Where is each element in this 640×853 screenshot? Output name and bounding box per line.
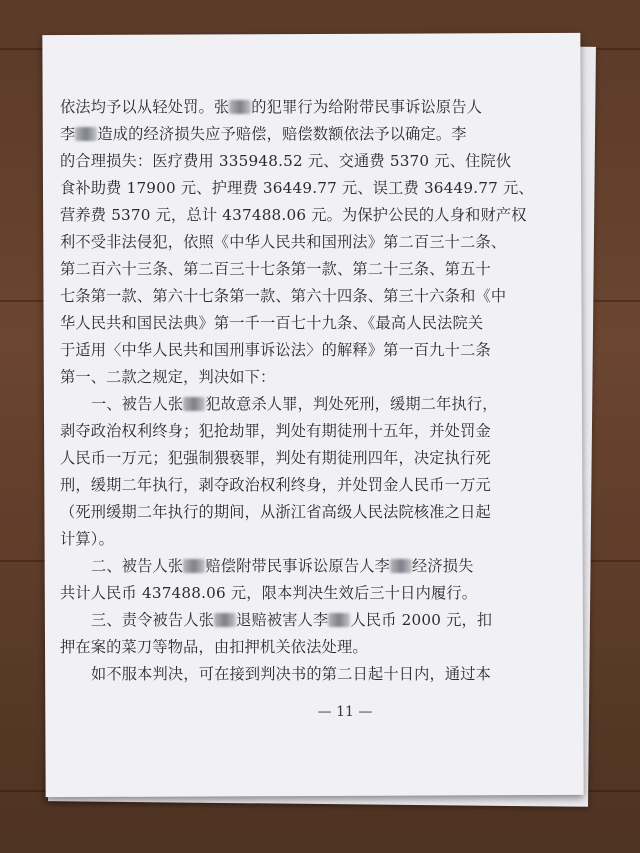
text-line: 刑，缓期二年执行，剥夺政治权利终身，并处罚金人民币一万元 xyxy=(60,476,491,494)
text-line: （死刑缓期二年执行的期间，从浙江省高级人民法院核准之日起 xyxy=(60,503,491,521)
text-line: 剥夺政治权利终身；犯抢劫罪，判处有期徒刑十五年，并处罚金 xyxy=(60,422,491,440)
text-line: 利不受非法侵犯，依照《中华人民共和国刑法》第二百三十二条、 xyxy=(60,233,507,251)
text-line: 三、责令被告人张 退赔被害人李 人民币 2000 元，扣 xyxy=(91,611,493,629)
text-line: 于适用〈中华人民共和国刑事诉讼法〉的解释》第一百九十二条 xyxy=(60,341,491,359)
redacted-name-mark xyxy=(328,613,350,627)
text-line: 第一、二款之规定，判决如下： xyxy=(60,368,276,386)
text-line: 如不服本判决，可在接到判决书的第二日起十日内，通过本 xyxy=(91,665,492,683)
redacted-name-mark xyxy=(390,559,412,573)
text-line: 食补助费 17900 元、护理费 36449.77 元、误工费 36449.77 元、 xyxy=(60,179,534,197)
text-line: 押在案的菜刀等物品，由扣押机关依法处理。 xyxy=(60,638,368,656)
text-line: 的合理损失：医疗费用 335948.52 元、交通费 5370 元、住院伙 xyxy=(60,152,512,170)
text-line: 一、被告人张 犯故意杀人罪，判处死刑，缓期二年执行， xyxy=(91,395,498,413)
text-line: 七条第一款、第六十七条第一款、第六十四条、第三十六条和《中 xyxy=(60,287,507,305)
redacted-name-mark xyxy=(183,397,205,411)
page-footer xyxy=(0,704,640,720)
text-line: 计算）。 xyxy=(60,530,114,548)
text-line: 营养费 5370 元，总计 437488.06 元。为保护公民的人身和财产权 xyxy=(60,206,527,224)
text-line: 二、被告人张 赔偿附带民事诉讼原告人李 经济损失 xyxy=(91,557,474,575)
redacted-name-mark xyxy=(75,127,97,141)
redacted-name-mark xyxy=(214,613,236,627)
redacted-name-mark xyxy=(229,100,251,114)
text-line: 李 造成的经济损失应予赔偿，赔偿数额依法予以确定。李 xyxy=(60,125,467,143)
text-line: 人民币一万元；犯强制猥亵罪，判处有期徒刑四年，决定执行死 xyxy=(60,449,491,467)
document-body xyxy=(60,94,534,688)
text-line: 共计人民币 437488.06 元，限本判决生效后三十日内履行。 xyxy=(60,584,478,602)
text-line: 依法均予以从轻处罚。张 的犯罪行为给附带民事诉讼原告人 xyxy=(60,98,483,116)
redacted-name-mark xyxy=(183,559,205,573)
text-line: 第二百六十三条、第二百三十七条第一款、第二十三条、第五十 xyxy=(60,260,491,278)
page-number: — 11 — xyxy=(317,704,373,720)
text-line: 华人民共和国民法典》第一千一百七十九条、《最高人民法院关 xyxy=(60,314,484,332)
